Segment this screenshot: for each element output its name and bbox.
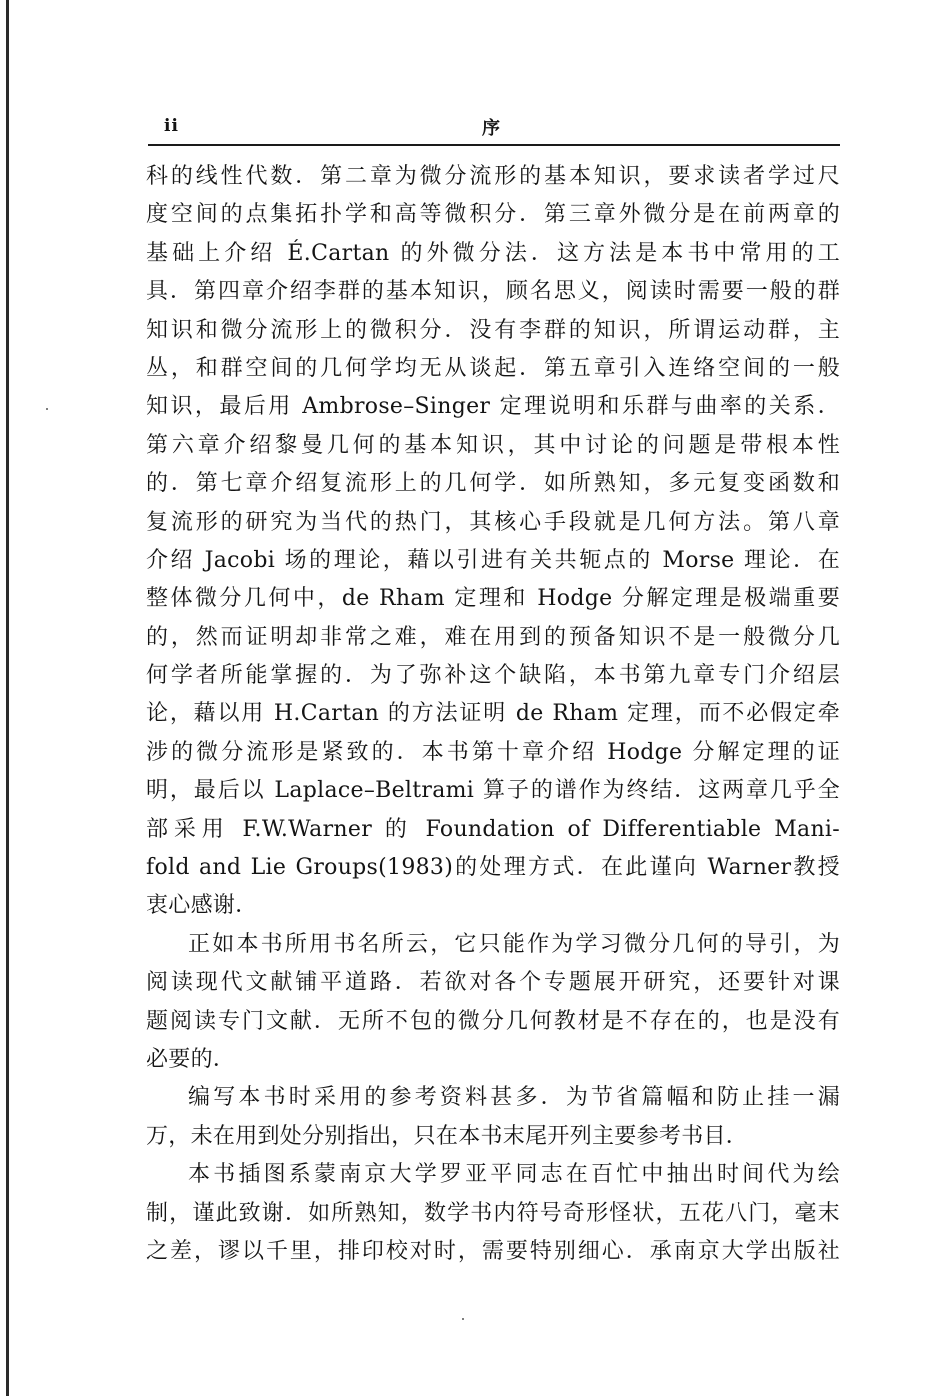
text-line: 的．第七章介绍复流形上的几何学．如所熟知，多元复变函数和 [146,471,840,497]
text-line: 题阅读专门文献．无所不包的微分几何教材是不存在的，也是没有 [146,1008,840,1034]
text-line: 知识和微分流形上的微积分．没有李群的知识，所谓运动群，主 [146,317,840,343]
text-line: 论，藉以用 H.Cartan 的方法证明 de Rham 定理，而不必假定牵 [146,701,840,727]
text-line: 度空间的点集拓扑学和高等微积分．第三章外微分是在前两章的 [146,202,840,228]
running-title: 序 [482,118,500,139]
body-text [146,158,840,1271]
text-line: 部采用 F.W.Warner 的 Foundation of Differentiable Mani- [146,816,840,842]
text-line: 涉的微分流形是紧致的．本书第十章介绍 Hodge 分解定理的证 [146,739,840,765]
text-line: 之差，谬以千里，排印校对时，需要特别细心．承南京大学出版社 [146,1238,840,1264]
text-line: 丛，和群空间的几何学均无从谈起．第五章引入连络空间的一般 [146,355,840,381]
text-line: 阅读现代文献铺平道路．若欲对各个专题展开研究，还要针对课 [146,970,840,996]
text-line: 具．第四章介绍李群的基本知识，顾名思义，阅读时需要一般的群 [146,279,840,305]
text-line: 必要的． [146,1046,236,1072]
text-line: 衷心感谢． [146,893,258,919]
running-header [148,112,840,140]
text-line: 何学者所能掌握的．为了弥补这个缺陷，本书第九章专门介绍层 [146,663,840,689]
scan-speck [462,1318,464,1320]
text-line: 制，谨此致谢．如所熟知，数学书内符号奇形怪状，五花八门，毫末 [146,1200,840,1226]
header-rule [148,144,840,146]
page-number: ii [164,116,179,136]
text-line: 基础上介绍 É.Cartan 的外微分法．这方法是本书中常用的工 [146,240,840,266]
text-line: 整体微分几何中，de Rham 定理和 Hodge 分解定理是极端重要 [146,586,840,612]
text-line: fold and Lie Groups(1983)的处理方式．在此谨向 Warner教授 [146,855,840,881]
text-line: 万，未在用到处分别指出，只在本书末尾开列主要参考书目． [146,1123,749,1149]
text-line: 本书插图系蒙南京大学罗亚平同志在百忙中抽出时间代为绘 [188,1162,840,1188]
paragraph [146,926,840,1080]
text-line: 第六章介绍黎曼几何的基本知识，其中讨论的问题是带根本性 [146,432,840,458]
text-line: 知识，最后用 Ambrose–Singer 定理说明和乐群与曲率的关系． [146,394,840,420]
page-left-border [6,0,9,1396]
text-line: 复流形的研究为当代的热门，其核心手段就是几何方法。第八章 [146,509,840,535]
text-line: 正如本书所用书名所云，它只能作为学习微分几何的导引，为 [188,931,840,957]
scan-speck [46,408,48,410]
text-line: 编写本书时采用的参考资料甚多．为节省篇幅和防止挂一漏 [188,1085,840,1111]
text-line: 介绍 Jacobi 场的理论，藉以引进有关共轭点的 Morse 理论．在 [146,547,840,573]
paragraph [146,1156,840,1271]
paragraph [146,158,840,926]
paragraph [146,1079,840,1156]
text-line: 科的线性代数．第二章为微分流形的基本知识，要求读者学过尺 [146,164,840,189]
text-line: 明，最后以 Laplace–Beltrami 算子的谱作为终结．这两章几乎全 [146,778,840,804]
text-line: 的，然而证明却非常之难，难在用到的预备知识不是一般微分几 [146,624,840,650]
